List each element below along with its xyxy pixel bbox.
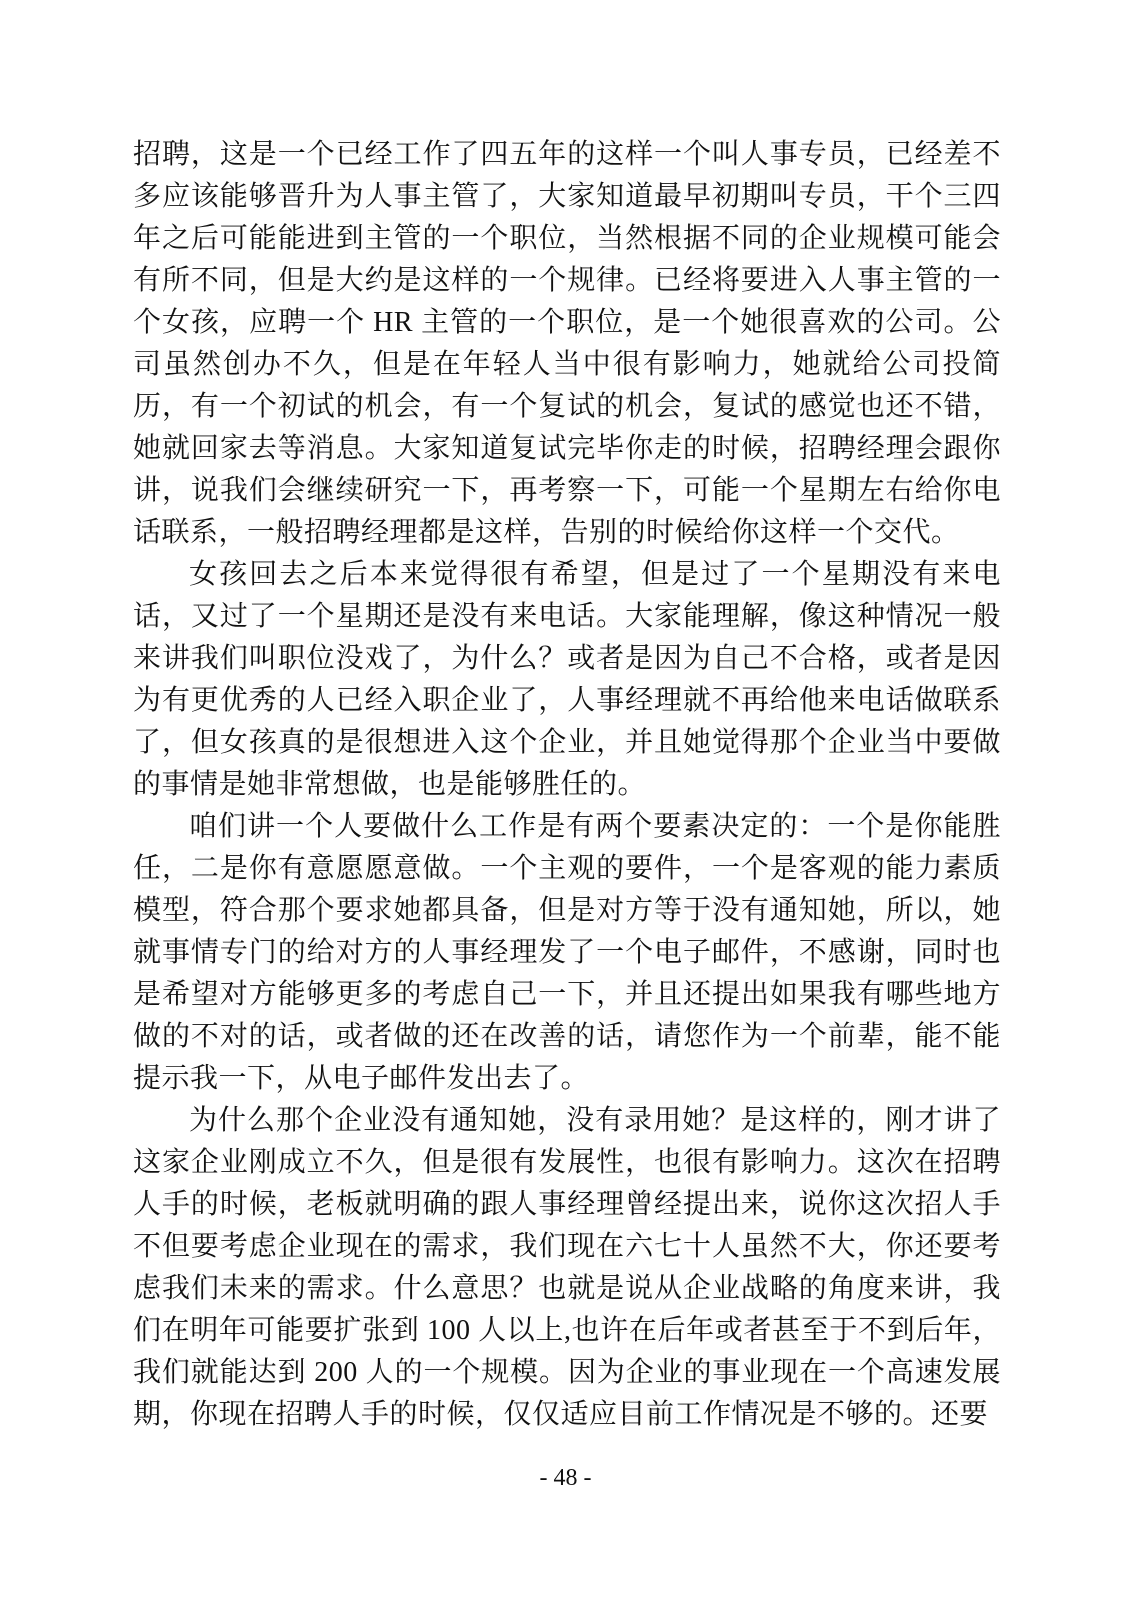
paragraph-2: 女孩回去之后本来觉得很有希望，但是过了一个星期没有来电话，又过了一个星期还是没有来电话。大家能理解，像这种情况一般来讲我们叫职位没戏了，为什么？或者是因为自己不合格，或者是因为有更优秀的人已经入职企业了，人事经理就不再给他来电话做联系了，但女孩真的是很想进入这个企业，并且她觉得那个企业当中要做的事情是她非常想做，也是能够胜任的。 (133, 559, 1001, 800)
paragraph-1: 招聘，这是一个已经工作了四五年的这样一个叫人事专员，已经差不多应该能够晋升为人事主管了，大家知道最早初期叫专员，干个三四年之后可能能进到主管的一个职位，当然根据不同的企业规模可能会有所不同，但是大约是这样的一个规律。已经将要进入人事主管的一个女孩，应聘一个 HR 主管的一个职位，是一个她很喜欢的公司。公司虽然创办不久，但是在年轻人当中很有影响力，她就给公司投简历，有一个初试的机会，有一个复试的机会，复试的感觉也还不错，她就回家去等消息。大家知道复试完毕你走的时候，招聘经理会跟你讲，说我们会继续研究一下，再考察一下，可能一个星期左右给你电话联系，一般招聘经理都是这样，告别的时候给你这样一个交代。 (133, 139, 1001, 548)
paragraph-3: 咱们讲一个人要做什么工作是有两个要素决定的：一个是你能胜任，二是你有意愿愿意做。一个主观的要件，一个是客观的能力素质模型，符合那个要求她都具备，但是对方等于没有通知她，所以，她就事情专门的给对方的人事经理发了一个电子邮件，不感谢，同时也是希望对方能够更多的考虑自己一下，并且还提出如果我有哪些地方做的不对的话，或者做的还在改善的话，请您作为一个前辈，能不能提示我一下，从电子邮件发出去了。 (133, 811, 1001, 1094)
text-column (133, 134, 1001, 1436)
page-number: - 48 - (539, 1465, 592, 1491)
paragraph-4: 为什么那个企业没有通知她，没有录用她？是这样的，刚才讲了这家企业刚成立不久，但是很有发展性，也很有影响力。这次在招聘人手的时候，老板就明确的跟人事经理曾经提出来，说你这次招人手不但要考虑企业现在的需求，我们现在六七十人虽然不大，你还要考虑我们未来的需求。什么意思？也就是说从企业战略的角度来讲，我们在明年可能要扩张到 100 人以上,也许在后年或者甚至于不到后年，我们就能达到 200 人的一个规模。因为企业的事业现在一个高速发展期，你现在招聘人手的时候，仅仅适应目前工作情况是不够的。还要 (133, 1105, 1001, 1430)
